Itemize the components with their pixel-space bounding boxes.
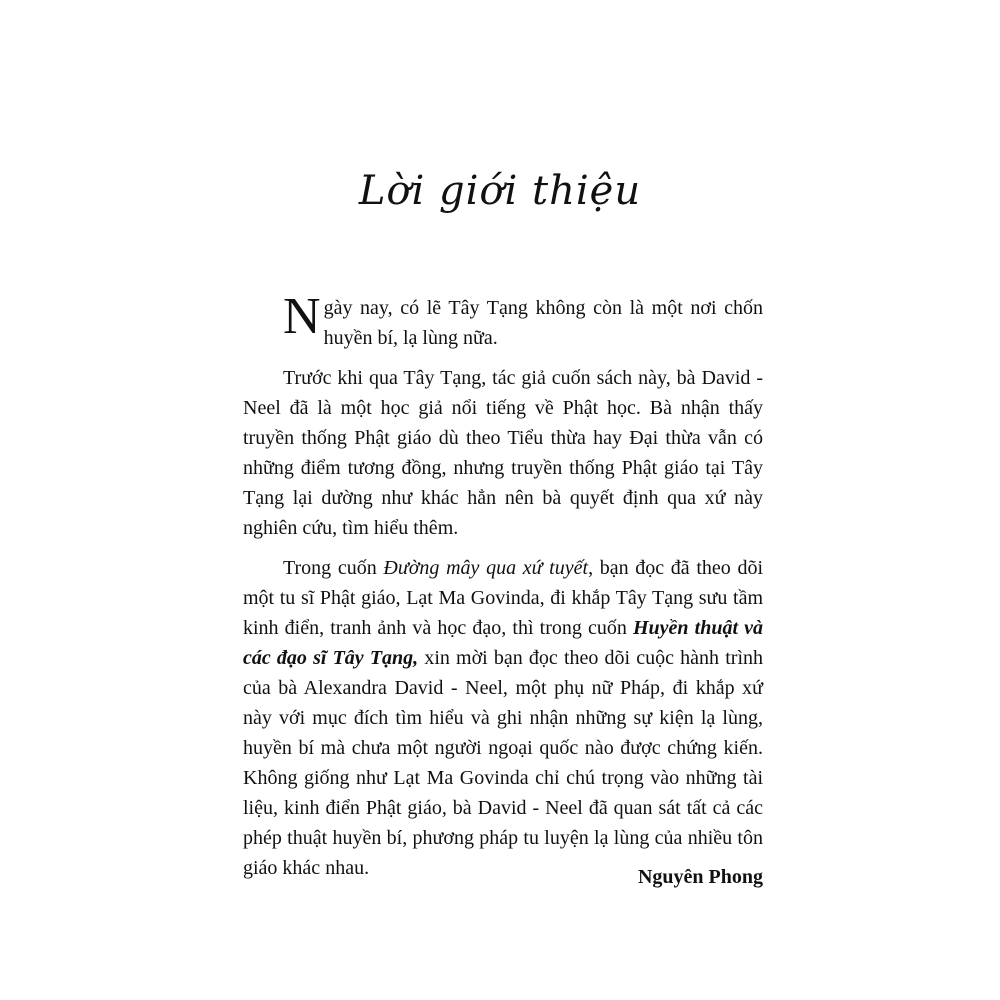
paragraph-3 — [243, 553, 763, 883]
paragraph-3-text-a: Trong cuốn — [283, 557, 384, 579]
paragraph-3-text-b: , bạn đọc đã theo dõi một tu sĩ Phật giáo, Lạt Ma Govinda, đi khắp Tây Tạng sưu tầm kinh điển, tranh ảnh và học đạo, thì trong cuốn — [243, 557, 764, 639]
drop-cap: N — [283, 288, 321, 345]
book-title-bold-italic: Huyền thuật và các đạo sĩ Tây Tạng, — [243, 617, 763, 669]
paragraph-1-text: gày nay, có lẽ Tây Tạng không còn là một nơi chốn huyền bí, lạ lùng nữa. — [323, 297, 763, 349]
author-signature: Nguyên Phong — [637, 866, 763, 888]
book-title-italic: Đường mây qua xứ tuyết — [383, 557, 589, 579]
paragraph-1 — [243, 288, 763, 353]
paragraph-2: Trước khi qua Tây Tạng, tác giả cuốn sách này, bà David - Neel đã là một học giả nổi tiếng về Phật học. Bà nhận thấy truyền thống Phật giáo dù theo Tiểu thừa hay Đại thừa vẫn có những điểm tương đồng, nhưng truyền thống Phật giáo tại Tây Tạng lại dường như khác hẳn nên bà quyết định qua xứ này nghiên cứu, tìm hiểu thêm. — [243, 367, 763, 539]
paragraph-3-text-c: xin mời bạn đọc theo dõi cuộc hành trình của bà Alexandra David - Neel, một phụ nữ Pháp, đi khắp xứ này với mục đích tìm hiểu và ghi nhận những sự kiện lạ lùng, huyền bí mà chưa một người ngoại quốc nào được chứng kiến. Không giống như Lạt Ma Govinda chỉ chú trọng vào những tài liệu, kinh điển Phật giáo, bà David - Neel đã quan sát tất cả các phép thuật huyền bí, phương pháp tu luyện lạ lùng của nhiều tôn giáo khác nhau. — [243, 647, 763, 879]
body-text — [243, 288, 764, 893]
page-title: Lời giới thiệu — [358, 168, 642, 214]
